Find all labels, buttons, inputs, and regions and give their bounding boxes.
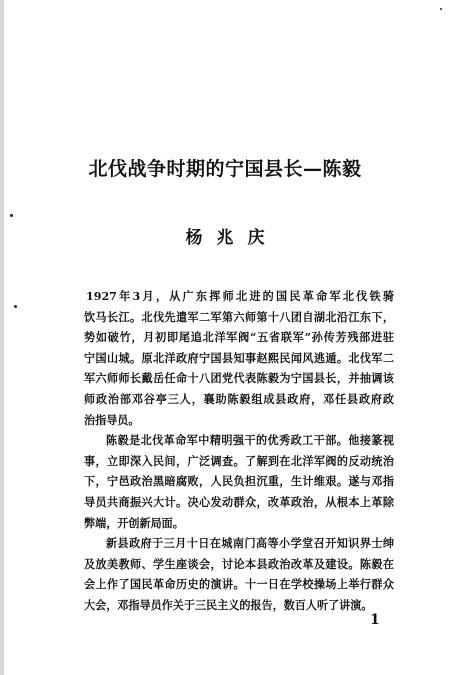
scan-speck bbox=[14, 305, 17, 308]
scan-edge bbox=[0, 0, 4, 675]
text-line: 治指导员。 bbox=[84, 413, 140, 427]
paragraph-2 bbox=[84, 431, 394, 534]
scan-speck bbox=[440, 8, 442, 10]
scan-speck bbox=[10, 214, 13, 217]
article-author: 杨兆庆 bbox=[185, 228, 279, 248]
article-title: 北伐战争时期的宁国县长—陈毅 bbox=[88, 158, 362, 180]
text-line: 事，立即深入民间，广泛调查。了解到在北洋军阀的反动统治 bbox=[84, 454, 394, 468]
paragraph-3 bbox=[84, 534, 394, 616]
text-line: 饮马长江。北伐先遣军二军第六师第十八团自湖北沿江东下， bbox=[84, 310, 394, 324]
article-body bbox=[84, 287, 394, 617]
text-line: 军六师师长戴岳任命十八团党代表陈毅为宁国县长，并抽调该 bbox=[84, 372, 394, 386]
text-line: 及放美教师、学生座谈会，讨论本县政治改革及建设。陈毅在 bbox=[84, 557, 394, 571]
text-line: 陈毅是北伐革命军中精明强干的优秀政工干部。他接篆视 bbox=[106, 434, 394, 448]
text-line: 师政治部邓谷亭三人，襄助陈毅组成县政府，邓任县政府政 bbox=[84, 392, 394, 406]
text-line: 大会，邓指导员作关于三民主义的报告，数百人听了讲演。 bbox=[84, 598, 373, 612]
page-number: 1 bbox=[370, 612, 380, 628]
text-line: 新县政府于三月十日在城南门高等小学堂召开知识界士绅 bbox=[106, 537, 394, 551]
text-line: 导员共商振兴大计。决心发动群众，改革政治，从根本上革除 bbox=[84, 495, 394, 509]
text-line: 势如破竹，月初即尾追北洋军阀“五省联军”孙传芳残部进驻 bbox=[84, 331, 394, 345]
text-line: 会上作了国民革命历史的演讲。十一日在学校操场上举行群众 bbox=[84, 578, 394, 592]
text-line: 弊端，开创新局面。 bbox=[84, 516, 184, 530]
text-line: 下，宁邑政治黑暗腐败，人民负担沉重，生计维艰。遂与邓指 bbox=[84, 475, 394, 489]
text-line: 1927年3月，从广东挥师北进的国民革命军北伐铁骑 bbox=[86, 290, 394, 303]
paragraph-1 bbox=[84, 287, 394, 431]
text-line: 宁国山城。原北洋政府宁国县知事赵熙民闻风逃遁。北伐军二 bbox=[84, 351, 394, 365]
